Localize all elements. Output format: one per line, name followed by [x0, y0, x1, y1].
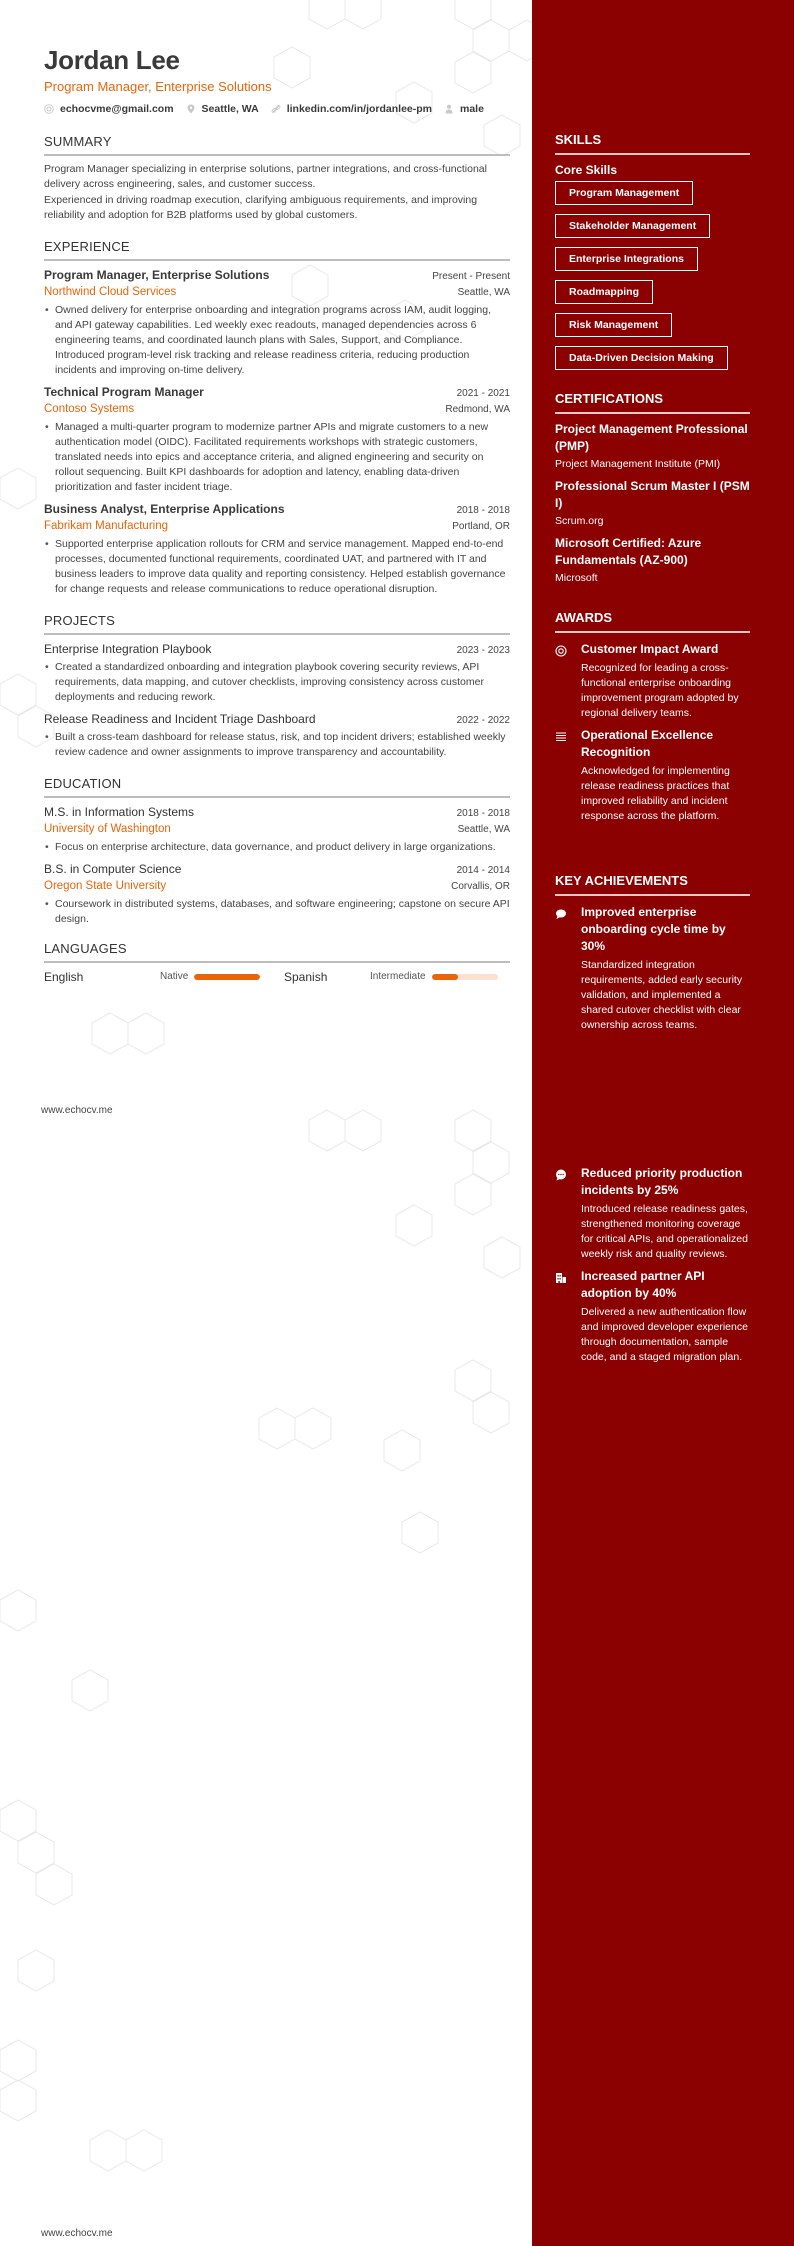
education-section	[44, 776, 510, 927]
company-name: Fabrikam Manufacturing	[44, 520, 168, 532]
award-title: Customer Impact Award	[581, 642, 719, 656]
location-pin-icon	[186, 104, 196, 114]
link-icon	[271, 104, 281, 114]
job-bullet: • Managed a multi-quarter program to modernize partner APIs and migrate customers to a new authentication model (OIDC). Facilitated requirements workshops with strategic customers, translated needs into epics and acceptance criteria, and aligned engineering and security on rollout sequencing. Built KPI dashboards for adoption and latency, enabling data-driven prioritization and faster incident triage.	[44, 420, 510, 495]
education-entry	[44, 861, 510, 927]
job-dates: Present - Present	[432, 271, 510, 282]
summary-heading: SUMMARY	[44, 134, 510, 156]
candidate-name: Jordan Lee	[44, 45, 180, 75]
certification-name: Professional Scrum Master I (PSM I)	[555, 479, 750, 510]
languages-row	[44, 969, 510, 985]
list-icon	[555, 731, 567, 743]
summary-paragraph: Experienced in driving roadmap execution, clarifying ambiguous requirements, and improving reliability and adoption for B2B platforms used by global customers.	[44, 194, 478, 221]
summary-section	[44, 134, 510, 223]
school-location: Seattle, WA	[457, 824, 510, 835]
degree-name: B.S. in Computer Science	[44, 862, 182, 876]
achievement-description: Standardized integration requirements, added early security validation, and implemented a shared cutover checklist with clear ownership across teams.	[581, 959, 743, 1031]
language-level: Intermediate	[370, 971, 426, 982]
language-level: Native	[160, 971, 189, 982]
education-bullet: • Coursework in distributed systems, databases, and software engineering; capstone on secure API design.	[44, 897, 510, 927]
contact-row	[44, 102, 510, 116]
contact-location	[186, 102, 259, 116]
project-bullet: • Created a standardized onboarding and integration playbook covering security reviews, API requirements, data mapping, and cutover checklists, improving consistency across customer deployments and reducing rework.	[44, 660, 510, 705]
projects-heading: PROJECTS	[44, 613, 510, 635]
main-column	[44, 44, 510, 985]
award-description: Acknowledged for implementing release readiness practices that improved reliability and incident response across the platform.	[581, 765, 730, 822]
job-dates: 2018 - 2018	[456, 505, 510, 516]
achievement-title: Increased partner API adoption by 40%	[581, 1269, 705, 1300]
certifications-heading: CERTIFICATIONS	[555, 391, 750, 414]
languages-section	[44, 941, 510, 985]
language-name: English	[44, 970, 84, 984]
project-entry	[44, 641, 510, 705]
job-location: Seattle, WA	[457, 287, 510, 298]
school-name: University of Washington	[44, 823, 171, 835]
footer-url[interactable]: www.echocv.me	[41, 2228, 113, 2239]
achievement-title: Improved enterprise onboarding cycle time by 30%	[581, 905, 726, 953]
certification-item	[555, 421, 750, 472]
language-proficiency-bar	[194, 974, 260, 980]
languages-heading: LANGUAGES	[44, 941, 510, 963]
job-title: Business Analyst, Enterprise Applications	[44, 502, 285, 516]
certification-item	[555, 535, 750, 586]
skill-tag: Risk Management	[555, 313, 672, 337]
location-text: Seattle, WA	[201, 103, 259, 115]
at-icon	[555, 645, 567, 657]
experience-section	[44, 239, 510, 597]
education-bullet: • Focus on enterprise architecture, data governance, and product delivery in large organizations.	[44, 840, 510, 855]
job-title: Program Manager, Enterprise Solutions	[44, 268, 270, 282]
gender-text: male	[460, 103, 484, 115]
experience-heading: EXPERIENCE	[44, 239, 510, 261]
certification-issuer: Project Management Institute (PMI)	[555, 458, 721, 470]
education-entry	[44, 804, 510, 855]
achievement-item	[555, 1165, 750, 1262]
chat-dots-icon	[555, 1169, 567, 1181]
experience-entry	[44, 501, 510, 597]
award-item	[555, 727, 750, 824]
experience-entry	[44, 384, 510, 495]
contact-gender	[444, 102, 484, 116]
summary-paragraph: Program Manager specializing in enterprise solutions, partner integrations, and cross-functional delivery across engineering, sales, and customer success.	[44, 163, 487, 190]
achievement-description: Delivered a new authentication flow and improved developer experience through documentation, sample code, and a staged migration plan.	[581, 1306, 748, 1363]
linkedin-text: linkedin.com/in/jordanlee-pm	[286, 103, 432, 115]
education-dates: 2018 - 2018	[456, 808, 510, 819]
project-dates: 2023 - 2023	[456, 645, 510, 656]
certification-issuer: Scrum.org	[555, 515, 604, 527]
skills-heading: SKILLS	[555, 132, 750, 155]
award-title: Operational Excellence Recognition	[581, 728, 714, 759]
sidebar-key-achievements	[555, 873, 750, 1039]
language-item	[44, 969, 284, 985]
project-name: Release Readiness and Incident Triage Dashboard	[44, 712, 316, 726]
contact-linkedin[interactable]	[271, 102, 432, 116]
skill-tag: Roadmapping	[555, 280, 653, 304]
certification-name: Project Management Professional (PMP)	[555, 422, 748, 453]
job-location: Redmond, WA	[445, 404, 510, 415]
job-title: Technical Program Manager	[44, 385, 204, 399]
skills-group-label: Core Skills	[555, 163, 618, 177]
award-description: Recognized for leading a cross-functional enterprise onboarding improvement program adopted by regional delivery teams.	[581, 662, 739, 719]
language-item	[284, 969, 498, 985]
person-icon	[444, 104, 454, 114]
achievement-item	[555, 904, 750, 1033]
achievement-description: Introduced release readiness gates, strengthened monitoring coverage for critical APIs, and operationalized weekly risk and quality reviews.	[581, 1203, 748, 1260]
achievement-title: Reduced priority production incidents by 25%	[581, 1166, 743, 1197]
at-icon	[44, 104, 54, 114]
project-entry	[44, 711, 510, 760]
language-name: Spanish	[284, 970, 328, 984]
project-bullet: • Built a cross-team dashboard for release status, risk, and top incident drivers; established weekly review cadence and owner assignments to improve transparency and accountability.	[44, 730, 510, 760]
job-bullet: • Supported enterprise application rollouts for CRM and service management. Mapped end-to-end processes, documented functional requirements, coordinated UAT, and partnered with IT and business leaders to improve data quality and reporting consistency. Helped establish governance for change requests and release communications to reduce operational disruption.	[44, 537, 510, 597]
footer-url[interactable]: www.echocv.me	[41, 1105, 113, 1116]
company-name: Contoso Systems	[44, 403, 135, 415]
language-proficiency-bar	[432, 974, 498, 980]
achievement-item	[555, 1268, 750, 1365]
skill-tag: Enterprise Integrations	[555, 247, 698, 271]
certification-issuer: Microsoft	[555, 572, 598, 584]
email-text: echocvme@gmail.com	[60, 103, 174, 115]
building-icon	[555, 1272, 567, 1284]
sidebar-key-achievements-continued	[555, 1165, 750, 1371]
job-dates: 2021 - 2021	[456, 388, 510, 399]
school-name: Oregon State University	[44, 880, 167, 892]
sidebar-awards	[555, 610, 750, 830]
contact-email[interactable]	[44, 102, 174, 116]
awards-heading: AWARDS	[555, 610, 750, 633]
sidebar-certifications	[555, 391, 750, 592]
experience-entry	[44, 267, 510, 378]
project-name: Enterprise Integration Playbook	[44, 642, 212, 656]
company-name: Northwind Cloud Services	[44, 286, 177, 298]
degree-name: M.S. in Information Systems	[44, 805, 195, 819]
education-heading: EDUCATION	[44, 776, 510, 798]
job-bullet: • Owned delivery for enterprise onboarding and integration programs across IAM, audit logging, and API gateway capabilities. Led weekly exec readouts, managed dependencies across 6 engineering teams, and coordinated launch plans with Sales, Support, and Compliance. Introduced program-level risk tracking and release readiness criteria, reducing production incidents and improving on-time delivery.	[44, 303, 510, 378]
certification-name: Microsoft Certified: Azure Fundamentals (AZ-900)	[555, 536, 702, 567]
job-location: Portland, OR	[452, 521, 510, 532]
projects-section	[44, 613, 510, 760]
skill-tag: Program Management	[555, 181, 693, 205]
project-dates: 2022 - 2022	[456, 715, 510, 726]
certification-item	[555, 478, 750, 529]
skill-tag: Data-Driven Decision Making	[555, 346, 728, 370]
candidate-title: Program Manager, Enterprise Solutions	[44, 79, 272, 94]
education-dates: 2014 - 2014	[456, 865, 510, 876]
speech-bubble-icon	[555, 908, 567, 920]
award-item	[555, 641, 750, 721]
school-location: Corvallis, OR	[451, 881, 510, 892]
skill-tag: Stakeholder Management	[555, 214, 710, 238]
sidebar-skills	[555, 132, 750, 379]
achievements-heading: KEY ACHIEVEMENTS	[555, 873, 750, 896]
